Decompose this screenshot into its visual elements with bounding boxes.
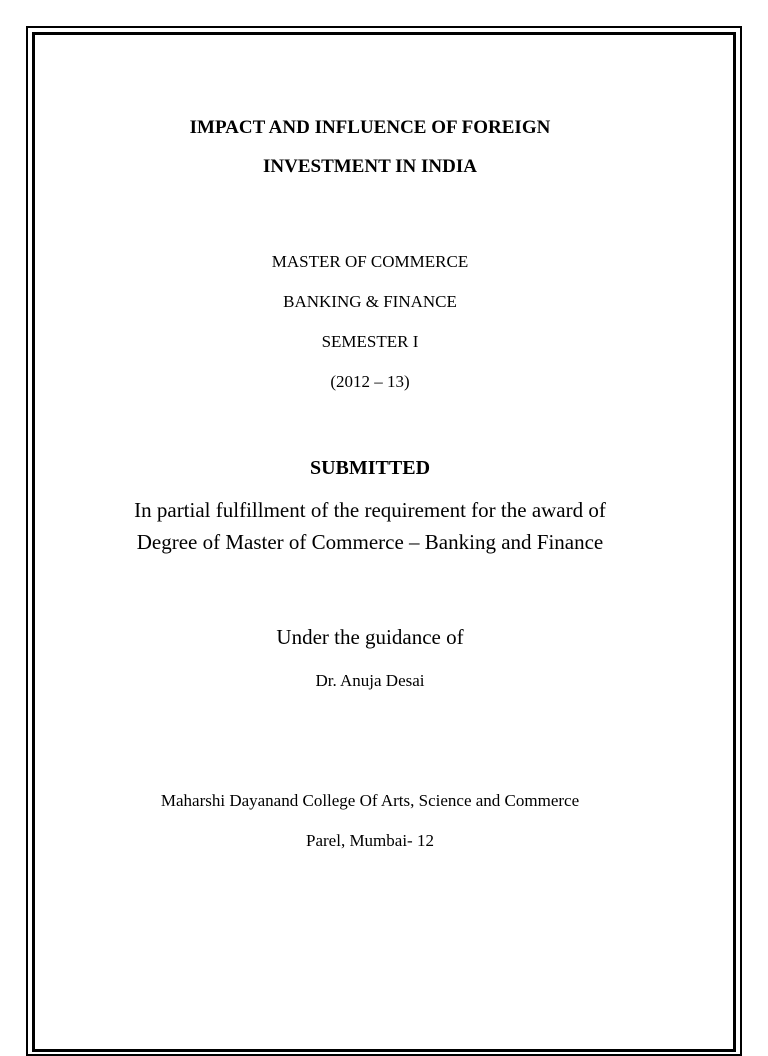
semester-text: SEMESTER I [321,332,419,351]
guide-name: Dr. Anuja Desai [315,671,425,690]
fulfillment-line-1: In partial fulfillment of the requirement for the award of [134,498,606,522]
fulfillment-line-2: Degree of Master of Commerce – Banking and Finance [136,530,604,554]
college-name: Maharshi Dayanand College Of Arts, Science and Commerce [160,791,580,810]
college-location: Parel, Mumbai- 12 [306,831,434,850]
degree-text: MASTER OF COMMERCE [271,252,469,271]
guidance-label: Under the guidance of [276,625,464,649]
title-line-1: IMPACT AND INFLUENCE OF FOREIGN [189,117,551,138]
specialization-text: BANKING & FINANCE [283,292,457,311]
submitted-heading: SUBMITTED [309,457,431,479]
title-line-2: INVESTMENT IN INDIA [263,156,477,177]
academic-year-text: (2012 – 13) [330,372,410,391]
